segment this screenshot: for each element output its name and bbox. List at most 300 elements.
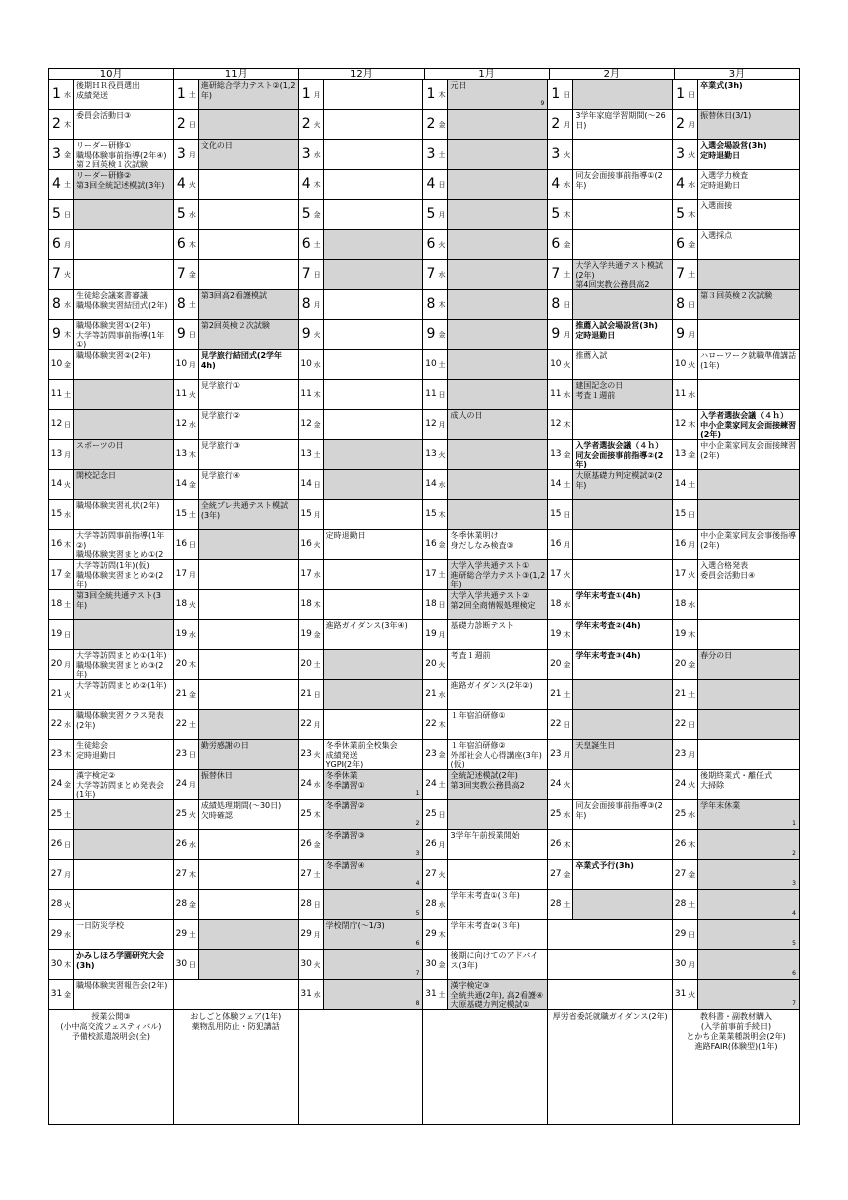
day-number: 26 [674, 839, 687, 849]
day-cell [299, 590, 423, 620]
day-of-week: 月 [188, 361, 196, 369]
day-cell [673, 770, 799, 800]
day-number: 1 [301, 86, 311, 102]
day-cell [299, 620, 423, 650]
day-events [323, 560, 423, 589]
day-cell [174, 260, 298, 290]
day-cell [174, 200, 298, 230]
day-of-week: 木 [688, 631, 696, 639]
day-events [198, 920, 298, 949]
day-events: かみしほろ学園研究大会(3h) [73, 950, 173, 979]
day-number: 1 [551, 86, 561, 102]
day-events: 職場体験実習礼状(2年) [73, 500, 173, 529]
day-cell [299, 950, 423, 980]
day-number: 1 [176, 86, 186, 102]
day-of-week: 日 [188, 961, 196, 969]
day-events [447, 380, 547, 409]
day-cell [174, 560, 298, 590]
day-number: 29 [50, 929, 63, 939]
day-number: 13 [425, 449, 437, 459]
day-events [323, 170, 423, 199]
day-cell [299, 770, 423, 800]
day-number: 8 [676, 296, 686, 312]
day-cell [673, 200, 799, 230]
day-events: 見学旅行③ [198, 440, 298, 469]
day-events [323, 380, 423, 409]
day-cell [299, 440, 423, 470]
day-events [198, 950, 298, 979]
day-number: 14 [175, 479, 188, 489]
day-number: 12 [674, 419, 687, 429]
day-of-week: 月 [64, 241, 71, 249]
day-number: 4 [176, 176, 186, 192]
day-number: 31 [50, 989, 63, 999]
day-number: 29 [674, 929, 687, 939]
day-cell [548, 680, 672, 710]
day-cell [548, 200, 672, 230]
day-of-week: 木 [438, 511, 446, 519]
holiday-count: 7 [415, 970, 420, 977]
day-events: 第3回高2看護模試 [198, 290, 298, 319]
day-cell [423, 980, 547, 1010]
day-events [323, 440, 423, 469]
day-number: 21 [50, 689, 63, 699]
day-number: 21 [674, 689, 687, 699]
day-cell [673, 920, 799, 950]
day-of-week: 日 [438, 601, 446, 609]
day-cell [174, 140, 298, 170]
day-number: 22 [674, 719, 687, 729]
day-number: 10 [300, 359, 312, 369]
day-number: 15 [425, 509, 437, 519]
day-cell [299, 140, 423, 170]
day-events [447, 110, 547, 139]
day-events: 全統プレ共通テスト模試(3年) [198, 500, 298, 529]
day-cell [673, 110, 799, 140]
day-of-week: 水 [64, 301, 71, 309]
day-number: 10 [50, 359, 63, 369]
day-cell [548, 650, 672, 680]
day-number: 9 [676, 326, 686, 342]
month-note [299, 1010, 424, 1124]
day-of-week: 水 [188, 211, 196, 219]
day-events: 後期終業式・離任式 大掃除 [697, 770, 799, 799]
day-cell [423, 770, 547, 800]
day-number: 11 [550, 389, 562, 399]
day-events [572, 560, 672, 589]
day-number: 13 [300, 449, 312, 459]
day-cell [299, 110, 423, 140]
day-of-week: 土 [688, 271, 696, 279]
day-of-week: 水 [64, 721, 71, 729]
day-cell [673, 140, 799, 170]
day-events: １年宿泊研修① [447, 710, 547, 739]
day-number: 1 [52, 86, 61, 102]
day-cell [673, 260, 799, 290]
day-events: 冬季講習③ [323, 830, 423, 859]
empty-day-cell [548, 980, 672, 1010]
day-number: 9 [426, 326, 436, 342]
day-number: 27 [50, 869, 63, 879]
day-of-week: 日 [563, 721, 571, 729]
day-cell [673, 290, 799, 320]
day-number: 16 [50, 539, 63, 549]
day-events [447, 290, 547, 319]
day-number: 16 [550, 539, 562, 549]
day-number: 27 [175, 869, 188, 879]
day-cell [423, 350, 547, 380]
day-number: 2 [426, 116, 436, 132]
day-number: 17 [550, 569, 562, 579]
day-events [447, 500, 547, 529]
holiday-count: 8 [415, 1000, 420, 1007]
day-cell [174, 800, 298, 830]
day-number: 13 [550, 449, 562, 459]
day-events [572, 680, 672, 709]
day-cell [673, 800, 799, 830]
day-of-week: 日 [313, 901, 321, 909]
day-number: 20 [674, 659, 687, 669]
day-cell [299, 470, 423, 500]
day-number: 9 [176, 326, 186, 342]
day-events [323, 260, 423, 289]
day-cell [673, 80, 799, 110]
day-cell [423, 950, 547, 980]
day-events: 入選合格発表 委員会活動日④ [697, 560, 799, 589]
month-column [423, 80, 548, 1010]
day-of-week: 月 [64, 451, 71, 459]
day-of-week: 金 [313, 631, 321, 639]
day-of-week: 月 [563, 541, 571, 549]
day-cell [299, 170, 423, 200]
day-events: 大学入学共通テスト① 進研総合学力テスト③(1,2年) [447, 560, 547, 589]
day-events: 大学等訪問まとめ①(1年) 職場体験実習まとめ③(2年) [73, 650, 173, 679]
day-cell [49, 860, 173, 890]
day-events [73, 830, 173, 859]
holiday-count: 3 [415, 850, 420, 857]
day-events: 春分の日 [697, 650, 799, 679]
day-of-week: 金 [563, 451, 571, 459]
day-events: 開校記念日 [73, 470, 173, 499]
day-number: 4 [52, 176, 61, 192]
day-of-week: 木 [438, 931, 446, 939]
day-of-week: 水 [313, 571, 321, 579]
day-of-week: 水 [688, 181, 696, 189]
day-cell [174, 110, 298, 140]
day-of-week: 金 [438, 331, 446, 339]
day-of-week: 日 [188, 751, 196, 759]
day-of-week: 火 [313, 331, 321, 339]
day-cell [49, 740, 173, 770]
day-events: 3学年午前授業開始 [447, 830, 547, 859]
day-cell [673, 620, 799, 650]
day-events [697, 590, 799, 619]
calendar-grid [48, 80, 800, 1010]
day-number: 31 [674, 989, 687, 999]
day-of-week: 月 [313, 511, 321, 519]
day-of-week: 火 [438, 451, 446, 459]
day-of-week: 金 [688, 871, 696, 879]
day-cell [548, 890, 672, 920]
day-of-week: 水 [438, 481, 446, 489]
day-of-week: 金 [563, 241, 571, 249]
day-events: 学年末考査②(３年) [447, 920, 547, 949]
day-of-week: 月 [313, 931, 321, 939]
day-events: 3学年家庭学習期間(～26日) [572, 110, 672, 139]
day-cell [423, 710, 547, 740]
day-of-week: 木 [688, 421, 696, 429]
day-cell [423, 410, 547, 440]
day-cell [174, 410, 298, 440]
day-cell [423, 290, 547, 320]
month-column [49, 80, 174, 1010]
day-of-week: 日 [188, 331, 196, 339]
day-number: 20 [425, 659, 437, 669]
day-of-week: 火 [188, 391, 196, 399]
day-cell [673, 410, 799, 440]
day-events [447, 200, 547, 229]
day-number: 18 [674, 599, 687, 609]
day-of-week: 火 [188, 811, 196, 819]
day-cell [423, 200, 547, 230]
day-events [697, 740, 799, 769]
day-number: 24 [175, 779, 188, 789]
day-events: 同友会面接事前指導③(2年) [572, 800, 672, 829]
month-note [423, 1010, 548, 1124]
day-of-week: 木 [188, 451, 196, 459]
day-of-week: 火 [313, 751, 321, 759]
day-number: 3 [301, 146, 311, 162]
month-header-jan: 1月 [425, 69, 550, 79]
day-number: 23 [50, 749, 63, 759]
day-events: 後期に向けてのアドバイス(3年) [447, 950, 547, 979]
day-cell [49, 710, 173, 740]
day-events: 進研総合学力テスト②(1,2年) [198, 80, 298, 109]
day-number: 23 [674, 749, 687, 759]
day-events [323, 470, 423, 499]
day-events [73, 260, 173, 289]
day-events: 振替休日 [198, 770, 298, 799]
day-events [73, 380, 173, 409]
day-number: 11 [674, 389, 687, 399]
day-of-week: 日 [563, 301, 571, 309]
day-cell [49, 80, 173, 110]
day-events [323, 680, 423, 709]
holiday-count: 5 [792, 940, 796, 947]
day-number: 18 [425, 599, 437, 609]
day-of-week: 火 [563, 781, 571, 789]
day-events: スポーツの日 [73, 440, 173, 469]
day-events [572, 710, 672, 739]
day-number: 6 [676, 236, 686, 252]
day-events: 定時退勤日 [323, 530, 423, 559]
day-of-week: 日 [188, 541, 196, 549]
day-events: 漢字検定③ 全統共通(2年), 高2看護④ 大原基礎力判定模試① [447, 980, 547, 1009]
day-of-week: 水 [688, 811, 696, 819]
day-events: 入選会場設営(3h) 定時退勤日 [697, 140, 799, 169]
day-events [323, 950, 423, 979]
day-events [198, 230, 298, 259]
day-cell [299, 800, 423, 830]
day-events: 学年末考査①(4h) [572, 590, 672, 619]
day-of-week: 木 [64, 961, 71, 969]
day-number: 2 [676, 116, 686, 132]
day-cell [174, 770, 298, 800]
day-cell [423, 650, 547, 680]
day-number: 12 [300, 419, 312, 429]
day-events: 冬季休業前全校集会 成績発送 YGPI(2年) [323, 740, 423, 769]
day-of-week: 火 [688, 151, 696, 159]
day-cell [673, 470, 799, 500]
day-cell [423, 680, 547, 710]
day-number: 17 [425, 569, 437, 579]
day-number: 23 [425, 749, 437, 759]
day-cell [673, 230, 799, 260]
day-cell [174, 320, 298, 350]
day-of-week: 火 [64, 481, 71, 489]
day-events: 同友会面接事前指導①(2年) [572, 170, 672, 199]
day-cell [423, 470, 547, 500]
day-of-week: 土 [64, 601, 71, 609]
day-of-week: 土 [688, 901, 696, 909]
day-number: 28 [50, 899, 63, 909]
day-events: 入学者選抜会議（４ｈ） 同友会面接事前指導②(2年) [572, 440, 672, 469]
day-number: 19 [550, 629, 562, 639]
day-events: 大学等訪問(1年)(仮) 職場体験実習まとめ②(2年) [73, 560, 173, 589]
day-number: 9 [551, 326, 561, 342]
day-number: 22 [550, 719, 562, 729]
day-of-week: 日 [438, 391, 446, 399]
day-number: 22 [425, 719, 437, 729]
day-of-week: 土 [313, 661, 321, 669]
day-of-week: 土 [64, 391, 71, 399]
day-of-week: 土 [313, 451, 321, 459]
day-events [572, 290, 672, 319]
day-of-week: 水 [688, 601, 696, 609]
day-of-week: 月 [313, 301, 321, 309]
day-of-week: 日 [688, 301, 696, 309]
day-cell [548, 380, 672, 410]
day-events [447, 230, 547, 259]
day-events [447, 860, 547, 889]
day-cell [423, 560, 547, 590]
day-cell [548, 500, 672, 530]
day-events: 入選面接 [697, 200, 799, 229]
day-cell [673, 950, 799, 980]
day-cell [174, 680, 298, 710]
day-number: 14 [300, 479, 312, 489]
day-cell [174, 470, 298, 500]
day-number: 19 [300, 629, 312, 639]
day-of-week: 月 [688, 331, 696, 339]
day-number: 7 [301, 266, 311, 282]
day-cell [49, 800, 173, 830]
day-number: 3 [426, 146, 436, 162]
day-cell [299, 410, 423, 440]
day-cell [548, 860, 672, 890]
day-cell [299, 920, 423, 950]
day-cell [673, 170, 799, 200]
day-events [73, 200, 173, 229]
day-events: 進路ガイダンス(3年④) [323, 620, 423, 649]
day-number: 30 [425, 959, 437, 969]
day-cell [423, 260, 547, 290]
day-events [697, 680, 799, 709]
day-events: 卒業式(3h) [697, 80, 799, 109]
day-events [323, 890, 423, 919]
day-of-week: 木 [313, 181, 321, 189]
day-of-week: 金 [438, 541, 446, 549]
day-cell [299, 350, 423, 380]
day-of-week: 水 [313, 361, 321, 369]
holiday-count: 5 [415, 910, 420, 917]
day-events [697, 980, 799, 1009]
day-cell [548, 230, 672, 260]
day-of-week: 金 [563, 871, 571, 879]
day-cell [49, 320, 173, 350]
day-cell [423, 620, 547, 650]
day-cell [49, 290, 173, 320]
day-cell [49, 350, 173, 380]
day-of-week: 金 [188, 271, 196, 279]
day-number: 25 [550, 809, 562, 819]
day-number: 17 [300, 569, 312, 579]
day-events [697, 830, 799, 859]
day-cell [548, 110, 672, 140]
day-cell [299, 680, 423, 710]
day-cell [49, 470, 173, 500]
day-of-week: 日 [438, 811, 446, 819]
day-events [73, 620, 173, 649]
day-number: 8 [426, 296, 436, 312]
day-number: 23 [300, 749, 312, 759]
day-events: 学年末考査③(4h) [572, 650, 672, 679]
day-number: 31 [425, 989, 437, 999]
holiday-count: 1 [415, 790, 420, 797]
day-cell [49, 890, 173, 920]
day-number: 18 [175, 599, 188, 609]
day-of-week: 水 [64, 931, 71, 939]
day-events [198, 890, 298, 919]
day-number: 8 [176, 296, 186, 312]
month-column [299, 80, 424, 1010]
day-events: 冬季休業明け 身だしなみ検査③ [447, 530, 547, 559]
day-events [447, 470, 547, 499]
day-number: 21 [175, 689, 188, 699]
day-number: 15 [300, 509, 312, 519]
day-events: 冬季講習④ [323, 860, 423, 889]
month-header-nov: 11月 [174, 69, 299, 79]
day-cell [673, 860, 799, 890]
day-events [697, 710, 799, 739]
day-of-week: 木 [64, 121, 71, 129]
day-events: 職場体験実習②(2年) [73, 350, 173, 379]
day-cell [423, 440, 547, 470]
day-cell [548, 530, 672, 560]
day-cell [423, 140, 547, 170]
day-events: 冬季講習② [323, 800, 423, 829]
day-number: 11 [50, 389, 63, 399]
day-cell [673, 500, 799, 530]
day-of-week: 月 [688, 541, 696, 549]
day-cell [49, 620, 173, 650]
day-number: 24 [674, 779, 687, 789]
holiday-count: 3 [792, 880, 796, 887]
day-of-week: 土 [438, 991, 446, 999]
day-number: 3 [551, 146, 561, 162]
day-cell [174, 80, 298, 110]
day-number: 5 [176, 206, 186, 222]
